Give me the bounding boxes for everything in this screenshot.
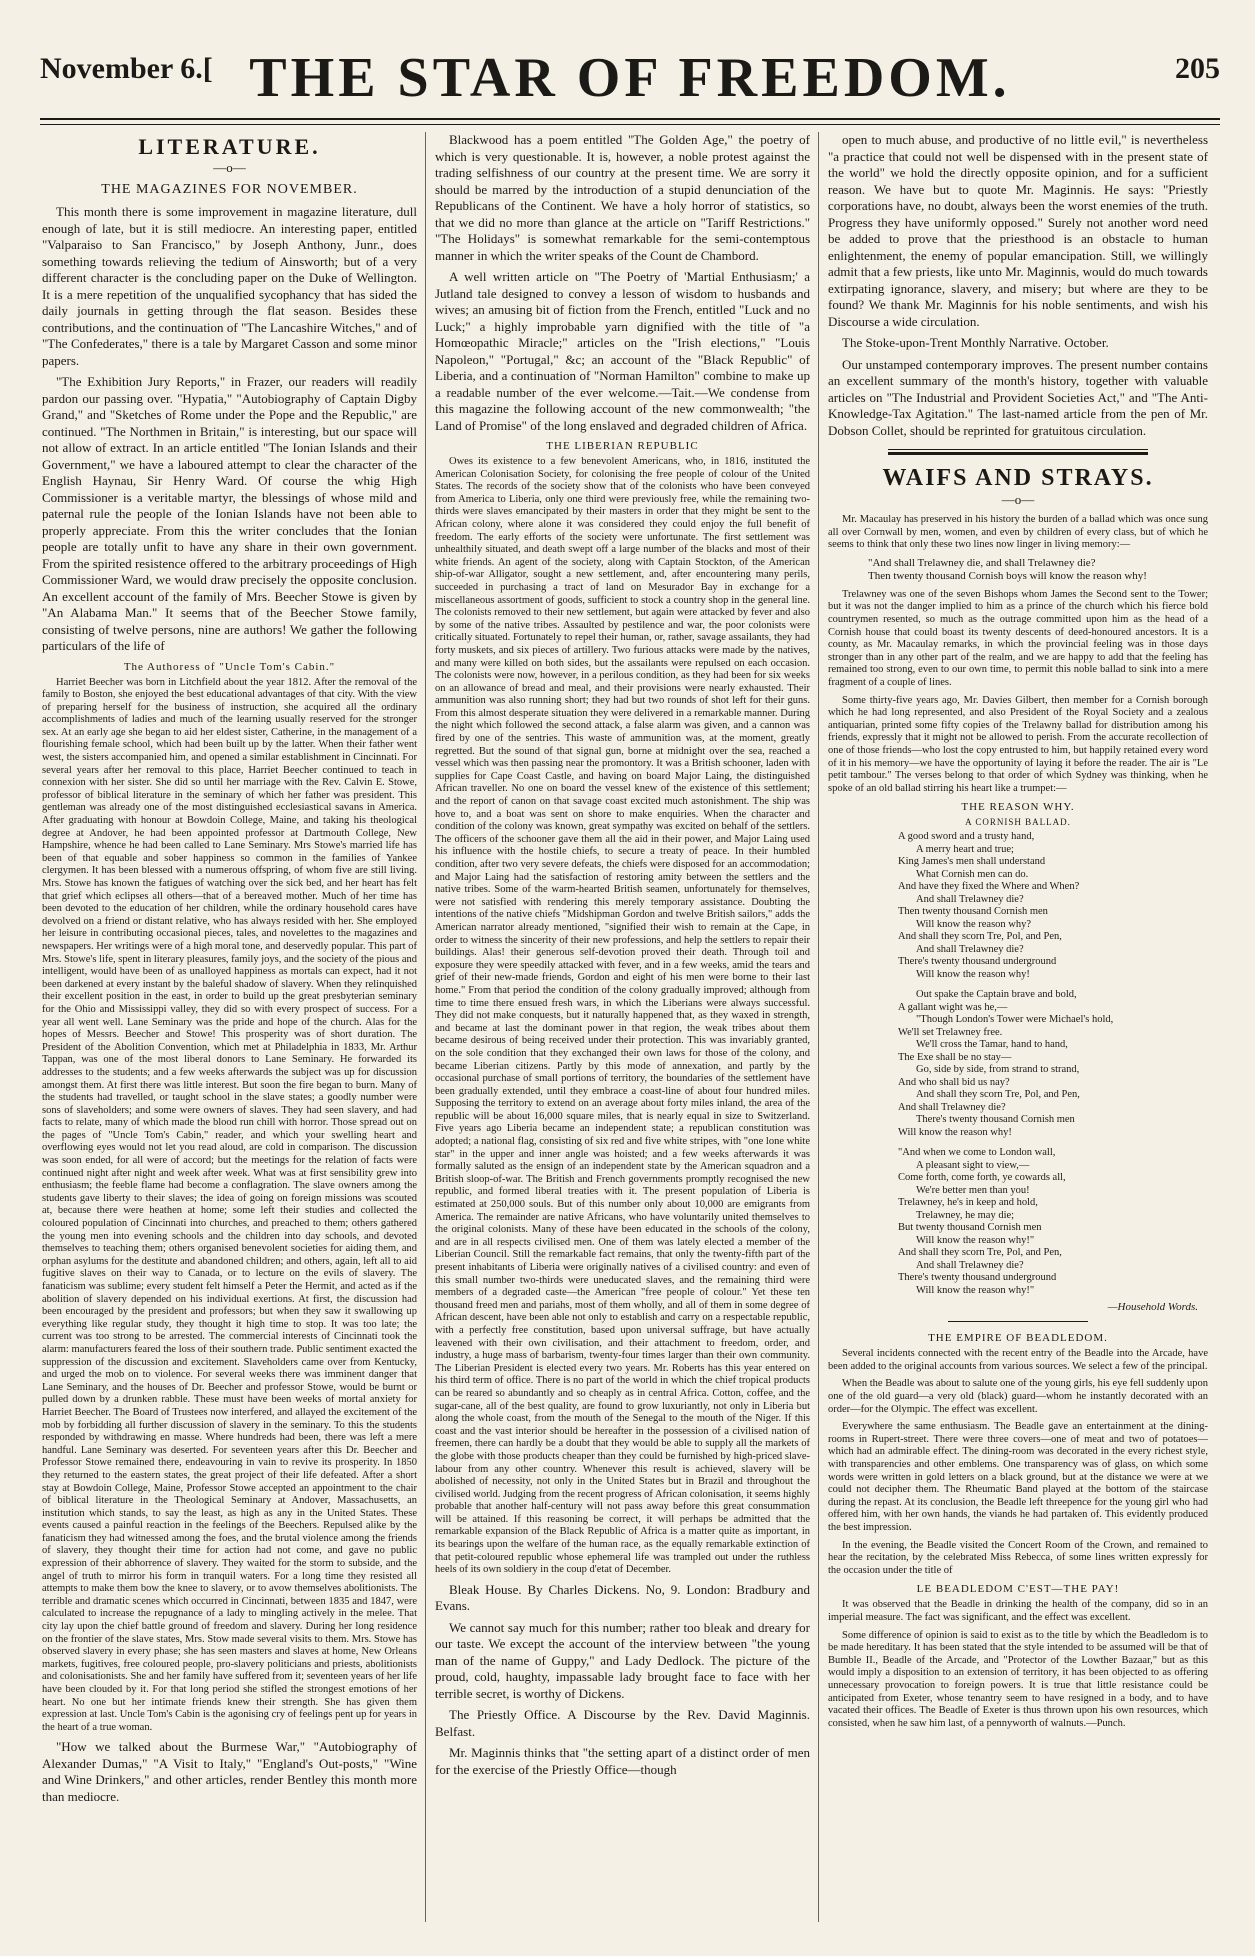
paragraph: It was observed that the Beadle in drinking the health of the company, did so in an imperial measure. The fact was significant, and the effect was excellent. bbox=[828, 1599, 1208, 1623]
ballad-line: A gallant wight was he,— bbox=[898, 1001, 1008, 1013]
ballad-line: A merry heart and true; bbox=[916, 843, 1014, 855]
ballad-line: Out spake the Captain brave and bold, bbox=[916, 989, 1077, 1001]
paragraph: Mr. Maginnis thinks that "the setting apart of a distinct order of men for the exercise of the Priestly Office—though bbox=[435, 1745, 810, 1777]
ballad-line: There's twenty thousand underground bbox=[898, 956, 1057, 968]
paragraph: The Priestly Office. A Discourse by the Rev. David Maginnis. Belfast. bbox=[435, 1707, 810, 1739]
paragraph: Blackwood has a poem entitled "The Golden Age," the poetry of which is very questionable. It is, however, a noble protest against the trading selfishness of our country at the present time. We are sorry it should be marred by the introduction of a stupid denunciation of the Republicans of the Continent. We have a holy horror of statistics, so that we did no more than glance at the article on "Tariff Restrictions." "The Holidays" is somewhat remarkable for the semi-contemptous manner in which the writer speaks of the Count de Chambord. bbox=[435, 132, 810, 263]
masthead-rule-thin bbox=[40, 124, 1220, 125]
ballad-line: And shall they scorn Tre, Pol, and Pen, bbox=[916, 1089, 1080, 1101]
ballad-line: And shall Trelawney die? bbox=[916, 1259, 1024, 1271]
ballad-line: A good sword and a trusty hand, bbox=[898, 831, 1035, 843]
ballad-title: THE REASON WHY. bbox=[961, 801, 1075, 814]
section-divider: —o— bbox=[1001, 492, 1035, 507]
quote-line: Then twenty thousand Cornish boys will know the reason why! bbox=[868, 569, 1147, 582]
paragraph: Several incidents connected with the recent entry of the Beadle into the Arcade, have been added to the original accounts from various sources. We select a few of the principal. bbox=[828, 1348, 1208, 1372]
section-divider: —o— bbox=[213, 160, 246, 175]
ballad-line: A pleasant sight to view,— bbox=[916, 1159, 1030, 1171]
paragraph: Mr. Macaulay has preserved in his history the burden of a ballad which was once sung all over Cornwall by men, women, and even by children of every class, but of which he seems to think that only these two lines now linger in living memory:— bbox=[828, 514, 1208, 551]
paragraph: Some thirty-five years ago, Mr. Davies Gilbert, then member for a Cornish borough which he had long represented, and also President of the Royal Society and a zealous antiquarian, printed some fifty copies of the Trelawny ballad for distribution among his friends, expressly that it might not be allowed to perish. From the accurate recollection of one of those friends—who lost the copy entrusted to him, but happily retained every word of it in his memory—we have the opportunity of laying it before the reader. The air is "Le petit tambour." The verses belong to that order of which Sydney was thinking, when he spoke of an old ballad stirring his heart like a trumpet:— bbox=[828, 694, 1208, 794]
paragraph: open to much abuse, and productive of no little evil," is nevertheless "a practice that could not well be dispensed with in the present state of the world" we hold the directly opposite opinion, and for a sufficient reason. We have but to quote Mr. Maginnis. He says: "Priestly corporations have, no doubt, always been the worst enemies of the truth. Progress they have uniformly opposed." Surely not another word need be added to prove that the priesthood is an obstacle to human enlightenment, the enemy of popular emancipation. Still, we willingly admit that a few priests, like unto Mr. Maginnis, would do much towards extirpating ignorance, slavery, and misery; but where are they to be found? We thank Mr. Maginnis for his noble sentiments, and wish his Discourse a wide circulation. bbox=[828, 132, 1208, 329]
section-rule bbox=[948, 1321, 1088, 1322]
paragraph: Bleak House. By Charles Dickens. No, 9. London: Bradbury and Evans. bbox=[435, 1581, 810, 1614]
page-number: 205 bbox=[1175, 52, 1220, 85]
ballad-line: Then twenty thousand Cornish men bbox=[898, 906, 1048, 918]
ballad-line: And who shall bid us nay? bbox=[898, 1076, 1010, 1088]
ballad-line: Trelawney, he's in keep and hold, bbox=[898, 1197, 1038, 1209]
ballad-line: There's twenty thousand Cornish men bbox=[916, 1114, 1075, 1126]
paragraph: Our unstamped contemporary improves. The present number contains an excellent summary of the month's history, together with valuable articles on "The Industrial and Provident Societies Act," and "The Anti-Knowledge-Tax Agitation." The last-named article from the pen of Mr. Dobson Collet, should be reprinted for gratuitous circulation. bbox=[828, 356, 1208, 438]
paragraph: Some difference of opinion is said to exist as to the title by which the Beadledom is to be made hereditary. It has been stated that the style intended to be assumed will be that of Bumble II., Beadle of the Arcade, and "Protector of the Lowther Bazaar," but as this would imply a disposition to an extension of territory, it has been objected to as offering unnecessary provocation to foreign powers. It is true that little resistance could be anticipated from Exeter, whose tenantry seem to have resigned in a body, and to have vacated their offices. The Beadle of Exeter is thus thrown upon his own resources, which consisted, when he saw him last, of a pennyworth of walnuts.—Punch. bbox=[828, 1629, 1208, 1729]
ballad-line: We'll set Trelawney free. bbox=[898, 1026, 1003, 1038]
paragraph: Everywhere the same enthusiasm. The Beadle gave an entertainment at the dining-rooms in Rupert-street. There were three covers—one of meat and two of potatoes—which had an admirable effect. The dining-room was decorated in the every richest style, with transparencies and other emblems. One transparency was of glass, on which some words were written in gold letters on a black ground, but at the distance we were at we could not decipher them. The Rheumatic Band played at the bottom of the staircase during the repast. At its conclusion, the Beadle left threepence for the young girl who had offered him, with her own hands, the viands he had partaken of. This evidently produced the best impression. bbox=[828, 1421, 1208, 1533]
paragraph: A well written article on "The Poetry of 'Martial Enthusiasm;' a Jutland tale designed to convey a lesson of wisdom to husbands and wives; an amusing bit of fiction from the French, entitled "Luck and no Luck;" a highly improbable yarn dignified with the title of "a Homœopathic Miracle;" articles on the "Irish elections," "Louis Napoleon," "Portugal," &c; an account of the "Black Republic" of Liberia, and a continuation of "Norman Hamilton" combine to make up a readable number of the ever welcome.—Tait.—We condense from this magazine the following account of the new commonwealth; "the Land of Promise" of the long enslaved and degraded children of Africa. bbox=[435, 269, 810, 433]
ballad-line: The Exe shall be no stay— bbox=[898, 1051, 1012, 1063]
subheading-liberian-republic: THE LIBERIAN REPUBLIC bbox=[546, 440, 699, 452]
ballad-subtitle: A CORNISH BALLAD. bbox=[965, 817, 1071, 828]
issue-date: November 6.[ bbox=[40, 52, 213, 85]
ballad-line: And have they fixed the Where and When? bbox=[898, 881, 1080, 893]
ballad-line: And shall they scorn Tre, Pol, and Pen, bbox=[898, 931, 1062, 943]
ballad-line: We're better men than you! bbox=[916, 1184, 1030, 1196]
subheading-beadledom: THE EMPIRE OF BEADLEDOM. bbox=[928, 1332, 1108, 1345]
paragraph: The Stoke-upon-Trent Monthly Narrative. October. bbox=[842, 335, 1109, 350]
column-divider bbox=[818, 132, 819, 1922]
paragraph: Trelawney was one of the seven Bishops whom James the Second sent to the Tower; but it was not the danger implied to him as a prince of the church which his fierce bold countrymen resented, so much as the outrage committed upon him as the head of a Cornish house that could boast its twenty descents of deed-honoured ancestors. It is a county, as Mr. Macaulay remarks, in which the provincial feeling was in those days stronger than in any other part of the realm, and we are happy to add that the feeling has remained too strong, even to our own time, to permit this noble ballad to sink into a mere fragment of a couple of lines. bbox=[828, 588, 1208, 688]
ballad-line: And shall Trelawney die? bbox=[916, 893, 1024, 905]
section-rule bbox=[888, 449, 1148, 450]
ballad-line: Will know the reason why! bbox=[898, 1126, 1012, 1138]
section-title-literature: LITERATURE. bbox=[138, 134, 321, 159]
ballad-line: And shall Trelawney die? bbox=[898, 1101, 1006, 1113]
ballad-line: But twenty thousand Cornish men bbox=[898, 1222, 1042, 1234]
article-title-magazines: THE MAGAZINES FOR NOVEMBER. bbox=[101, 182, 358, 197]
ballad-line: Will know the reason why!" bbox=[916, 1284, 1035, 1296]
stanza-break bbox=[898, 1139, 1208, 1147]
ballad-line: Will know the reason why? bbox=[916, 918, 1032, 930]
ballad-line: What Cornish men can do. bbox=[916, 868, 1029, 880]
ballad-line: "And when we come to London wall, bbox=[898, 1147, 1056, 1159]
paragraph: "The Exhibition Jury Reports," in Frazer, our readers will readily pardon our passing over. "Hypatia," "Autobiography of Captain Digby Grand," and "Sketches of Rome under the Pope and the Republic," are continued. "The Northmen in Britain," is interesting, but our space will not allow of extract. In an article entitled "The Ionian Islands and their Government," we have a laboured attempt to clear the character of the English Haynau, Sir Henry Ward. Of course the whig High Commissioner is a veritable martyr, the blessings of whose mild and paternal rule the people of the Ionian Islands have not been able to properly appreciate. From this the writer concludes that the Ionian people are totally unfit to have any share in their own government. From the spirited resistence offered to the arbitrary proceedings of High Commissioner Ward, we would draw precisely the opposite conclusion. An excellent account of the family of Mrs. Beecher Stowe is given by "An Alabama Man." It seems that of the Beecher Stowe family, consisting of twelve persons, nine are authors! We gather the following particulars of the life of bbox=[42, 374, 417, 653]
ballad-line: "Though London's Tower were Michael's hold, bbox=[916, 1014, 1114, 1026]
paragraph: "How we talked about the Burmese War," "Autobiography of Alexander Dumas," "A Visit to Italy," "England's Out-posts," "Wine and Wine Drinkers," and other articles, render Bentley this month more than mediocre. bbox=[42, 1739, 417, 1804]
paragraph: In the evening, the Beadle visited the Concert Room of the Crown, and remained to hear the recitation, by the celebrated Miss Rebecca, of some lines written expressly for the occasion under the title of bbox=[828, 1539, 1208, 1576]
paragraph: We cannot say much for this number; rather too bleak and dreary for our taste. We except the account of the interview between "the young man of the name of Guppy," and Lady Dedlock. The picture of the proud, cold, haughty, impassable lady brought face to face with her terrible secret, is worthy of Dickens. bbox=[435, 1619, 810, 1701]
section-rule-thick bbox=[888, 452, 1148, 455]
ballad-line: And shall they scorn Tre, Pol, and Pen, bbox=[898, 1247, 1062, 1259]
ballad-line: There's twenty thousand underground bbox=[898, 1272, 1057, 1284]
column-2 bbox=[435, 132, 810, 1922]
subheading-stowe: The Authoress of "Uncle Tom's Cabin." bbox=[123, 660, 336, 673]
ballad-quote bbox=[868, 557, 1208, 583]
column-3 bbox=[828, 132, 1208, 1922]
ballad-credit: —Household Words. bbox=[1107, 1301, 1198, 1314]
ballad-line: Will know the reason why! bbox=[916, 968, 1030, 980]
section-title-waifs: WAIFS AND STRAYS. bbox=[882, 465, 1154, 491]
ballad-line: Will know the reason why!" bbox=[916, 1234, 1035, 1246]
paragraph: This month there is some improvement in magazine literature, dull enough of late, but it is still mediocre. An interesting paper, entitled "Valparaiso to San Francisco," by Joseph Anthony, Junr., does something towards relieving the tedium of Ainsworth; but of a very different character is the concluding paper on the Duke of Wellington. It is a mere repetition of the unqualified sycophancy that has sided the daily journals in getting through the flat season. Besides these contributions, and the continuation of "The Lancashire Witches," and of "The Confederates," there is a tale by Margaret Casson and some minor papers. bbox=[42, 204, 417, 368]
ballad-line: Trelawney, he may die; bbox=[916, 1209, 1015, 1221]
newspaper-title: THE STAR OF FREEDOM. bbox=[249, 47, 1011, 109]
ballad-line: Come forth, come forth, ye cowards all, bbox=[898, 1172, 1066, 1184]
column-1 bbox=[42, 132, 417, 1922]
masthead bbox=[40, 40, 1220, 110]
ballad-verses bbox=[898, 831, 1208, 1297]
ballad-line: We'll cross the Tamar, hand to hand, bbox=[916, 1039, 1068, 1051]
ballad-line: And shall Trelawney die? bbox=[916, 943, 1024, 955]
paragraph: When the Beadle was about to salute one of the young girls, his eye fell suddenly upon one of the old guard—a very old (black) guard—whom he instantly decorated with an order—for the Olympic. The effect was excellent. bbox=[828, 1378, 1208, 1415]
lines-title: LE BEADLEDOM C'EST—THE PAY! bbox=[916, 1583, 1120, 1596]
paragraph: Owes its existence to a few benevolent Americans, who, in 1816, instituted the American Colonisation Society, for colonising the free people of colour of the United States. The records of the society show that of the colonists who have been conveyed from America to Liberia, only one third were previously free, while the remaining two-thirds were slaves emancipated by their masters in order that they might be sent to the African colony, where alone it was considered they could enjoy the full benefit of freedom. The early efforts of the society were unfortunate. The first settlement was unhealthily situated, and death swept off a large number of the blacks and most of their white friends. An agent of the society, along with Captain Stockton, of the American ship-of-war Alligator, sought a new settlement, and, after encountering many perils, succeeded in purchasing a tract of land on Mesurador Bay in exchange for a miscellaneous assortment of goods, sufficient to stock a country shop in the general line. The colonists removed to their new settlement, but again were attacked by fever and also by some of the native tribes. Assaulted by pestilence and war, the poor colonists were critically situated. Fortunately to repel their human, or, rather, savage assailants, they had forty muskets, and six pieces of artillery. Two furious attacks were made by the natives, and many were killed on both sides, but the assailants were repulsed on each occasion. The colonists were now, however, in a perilous condition, as they had been for six weeks on an allowance of bread and meal, and their provisions were nearly exhausted. Their ammunition was also running short; they had but two rounds of shot left for their guns. From this almost desperate situation they were delivered in a remarkable manner. During the night which followed the second attack, a false alarm was given, and a cannon was fired by one of the sentries. This waste of ammunition was, at the moment, greatly regretted. But the sound of that signal gun, borne at midnight over the sea, reached a vessel which was then passing near the promontory. It was a British schooner, laden with supplies for Cape Coast Castle, and having on board Major Laing, the distinguished African traveller. No one on board the vessel knew of the existence of this settlement; and the report of canon on that savage coast excited much astonishment. The ship was hove to, and a boat was sent on shore to make enquiries. When the character and condition of the colony was known, great sympathy was excited on behalf of the settlers. The officers of the schooner gave them all the aid in their power, and Major Laing used his influence with the hostile chiefs, to secure a treaty of peace. In their humbled condition, after two very severe defeats, the chiefs were disposed for an accommodation; and Major Laing had the satisfaction of restoring amity between the settlers and the native tribes. Some of the warm-hearted British seamen, unfortunately for themselves, were not satisfied with rendering this merely temporary assistance. Doubting the intentions of the native chiefs "Midshipman Gordon and twelve British sailors," adds the American narrator already mentioned, "signified their wish to remain at the Cape, in order to witness the sincerity of their new professions, and help the settlers to repair their buildings. Alas! their generous self-devotion proved their death. Through toil and exposure they were speedily attacked with fever, and in a few weeks, amid the tears and grief of their new-made friends, Gordon and eight of his men were borne to their last home." From that period the condition of the colony gradually improved; although from time to time there ensued fresh wars, in which the Liberians were always successful. They did not make conquests, but it naturally happened that, as they waxed in strength, and became at last the dominant power in that region, the weak tribes about them became desirous of being received under their protection. This was invariably granted, on the sole condition that they exchanged their own laws for those of the colony, and became Liberian citizens. Partly by this mode of annexation, and partly by the occasional purchase of small portions of territory, the boundaries of the settlement have been gradually extended, until they embrace a coast-line of about four hundred miles. Supposing the territory to extend on an average about forty miles inland, the area of the republic will be about 16,000 square miles, that is nearly equal in size to Switzerland. Five years ago Liberia became an independent state; a republican constitution was adopted; a national flag, consisting of six red and five white stripes, with "one lone white star" in the upper and inner angle was hoisted; and a few weeks afterwards it was formally saluted as the ensign of an independent state by the American squadron and a British sloop-of-war. The British and French governments promptly recognised the new republic, and formed liberal treaties with it. The present population of Liberia is estimated at 250,000 souls. But of this number only about 10,000 are emigrants from America. The remainder are native Africans, who have voluntarily united themselves to the original colonists. Many of these have been educated in the schools of the colony, and are in all respects civilised men. One of them was lately elected a member of the Liberian Council. Still the remarkable fact remains, that only the twenty-fifth part of the present inhabitants of Liberia were originally natives of a civilised country: and even of this small number two-thirds were uneducated slaves, and the remaining third were members of a degraded caste—the American "free people of colour." Yet these ten thousand freed men and pariahs, most of them wholly, and all of them in some degree of African descent, have been able not only to establish and carry on a respectable republic, with a perfectly free constitution, based upon universal suffrage, but have actually leavened with their own civilisation, and their attachment to freedom, order, and industry, a huge mass of barbarism, twenty-four times larger than their own community. The Liberian President is elected every two years. Mr. Roberts has this year entered on his third term of office. There is no part of the world in which the chief tropical products can be reared so abundantly and so cheaply as in central Africa. Cotton, coffee, and the sugar-cane, all of the best quality, are found to grow luxuriantly, not only in Liberia but along the whole coast, from the mouth of the Senegal to the mouth of the Niger. If this coast and the vast interior should be hereafter in the possession of a civilised nation of freemen, there can hardly be a doubt that they would be able to supply all the markets of the globe with those products cheaper than they could be furnished by high-priced slave-labour from any other country. Whenever this result is achieved, slavery will be abolished of necessity, not only in the United States but in Brazil and throughout the civilised world. Judging from the recent progress of African colonisation, it seems highly probable that another half-century will not pass away before this great consummation will be attained. If this reasoning be correct, it will perhaps be admitted that the remarkable expansion of the Black Republic of Africa is a matter quite as important, in its bearings upon the welfare of the human race, as the equally remarkable extinction of that petit-coloured republic whose ephemeral life was trampled out under the ruthless heels of its own soldiery in the coup d'etat of December. bbox=[435, 456, 810, 1576]
masthead-rule bbox=[40, 118, 1220, 120]
column-divider bbox=[425, 132, 426, 1922]
paragraph: Harriet Beecher was born in Litchfield about the year 1812. After the removal of the family to Boston, she enjoyed the best educational advantages of that city. With the view of preparing herself for the business of instruction, she acquired all the ordinary accomplishments of ladies and much of the learning usually reserved for the stronger sex. At an early age she began to aid her eldest sister, Catherine, in the management of a flourishing female school, which had been built up by the latter. When their father went west, the sisters accompanied him, and opened a similar establishment in Cincinnati. For several years after her removal to this place, Harriet Beecher continued to teach in connexion with her sister. She did so until her marriage with the Rev. Calvin E. Stowe, professor of biblical literature in the seminary of which her father was president. This gentleman was already one of the most distinguished ecclesiastical savans in America. After graduating with honour at Bowdoin College, Maine, and taking his theological degree at Andover, he had been appointed professor at Dartmouth College, New Hampshire, whence he had been called to Lane Seminary. Mrs Stowe's married life has been of that equable and sober happiness so common in the families of Yankee clergymen. It has been blessed with a numerous offspring, of whom five are still living. Mrs. Stowe has known the fatigues of watching over the sick bed, and her heart has felt that grief which eclipses all others—that of a bereaved mother. Much of her time has been devoted to the education of her children, while the ordinary household cares have devolved on a friend or distant relative, who has always resided with her. She employed her leisure in contributing occasional pieces, tales, and novelettes to the magazines and newspapers. Her writings were of a high moral tone, and deservedly popular. This part of Mrs. Stowe's life, spent in literary pleasures, family joys, and the society of the pious and intelligent, would have been of as unalloyed happiness as mortals can expect, had it not been darkened at every instant by the baleful shadow of slavery. When they relinquished their excellent position in the east, in order to build up the great presbyterian seminary for the Ohio and Mississippi valley, they did so with every prospect of success. For a year all went well. Lane Seminary was the pride and hope of the church. Alas for the hopes of Messrs. Beecher and Stowe! This prosperity was of short duration. The President of the Abolition Convention, which met at Philadelphia in 1833, Mr. Arthur Tappan, was one of the most liberal donors to Lane Seminary. He forwarded its addresses to the students; and a few weeks afterwards the subject was up for discussion amongst them. At first there was little interest. But soon the fire began to burn. Many of the students had travelled, or taught school in the slave states; a goodly number were sons of slaveholders; and some were owners of slaves. They had seen slavery, and had facts to relate, many of which made the blood run chill with horror. Those spread out on the pages of "Uncle Tom's Cabin," reader, and which your swelling heart and overflowing eyes would not let you read aloud, are cold in comparison. The discussion was soon ended, for all were of accord; but the meetings for the relation of facts were continued night after night and week after week. What was at first sensibility grew into enthusiasm; the feeble flame had become a conflagration. The slave owners among the students gave liberty to their slaves; the idea of going on foreign missions was scouted at, because there were heathen at home; some left their studies and collected the coloured population of Cincinnati into churches, and preached to them; others gathered the young men into evening schools and the children into day schools, and devoted themselves to teaching them; others organised benevolent societies for aiding them, and orphan asylums for the destitute and abandoned children; and others, again, left all to aid fugitive slaves on their way to Canada, or to lecture on the evils of slavery. The fanaticism was sublime; every student felt himself a Peter the Hermit, and acted as if the abolition of slavery depended on his individual exertions. At first, the discussion had been encouraged by the president and professors; but when they saw it swallowing up everything like regular study, they thought it high time to stop. It was too late; the current was too strong to be arrested. The commercial interests of Cincinnati took the alarm: manufacturers feared the loss of their southern trade. Public sentiment exacted the suppression of the discussion and excitement. Slaveholders came over from Kentucky, and urged the mob on to violence. For several weeks there was imminent danger that Lane Seminary, and the houses of Dr. Beecher and professor Stowe, would be burnt or pulled down by a drunken rabble. These must have been weeks of mortal anxiety for Harriet Beecher. The Board of Trustees now interfered, and allayed the excitement of the mob by forbidding all further discussion of slavery in the seminary. To this the students responded by withdrawing en masse. Where hundreds had been, there was left a mere handful. Lane Seminary was deserted. For seventeen years after this Dr. Beecher and Professor Stowe remained there, endeavouring in vain to revive its prosperity. In 1850 they returned to the eastern states, the great project of their life defeated. After a short stay at Bowdoin College, Maine, Professor Stowe accepted an appointment to the chair of biblical literature in the Theological Seminary at Andover, Massachusetts, an institution which stands, to say the least, as high as any in the United States. These events caused a painful reaction in the feelings of the Beechers. Repulsed alike by the fanaticism they had witnessed among the foes, and the brutal violence among the friends of slavery, they thought their time for action had not come, and gave no public expression of their abhorrence of slavery. They waited for the storm to subside, and the angel of truth to mirror his form in tranquil waters. For a long time they resisted all attempts to make them bow the knee to slavery, or to avow themselves abolitionists. The terrible and dramatic scenes which occurred in Cincinnati, between 1835 and 1847, were calculated to increase the repugnance of a lady to mingling actively in the melee. That city lay upon the chief battle ground of freedom and slavery. During her long residence on the frontier of the slave states, Mrs. Stow made several visits to them. Mrs. Stowe has observed slavery in every phase; she has seen masters and slaves at home, New Orleans markets, fugitives, free coloured people, pro-slavery politicians and priests, abolitionists and colonisationists. She and her family have suffered from it; seventeen years of her life have been clouded by it. For that long period she stifled the strongest emotions of her heart. No one but her intimate friends knew their strength. She has given them expression at last. Uncle Tom's Cabin is the agonising cry of feelings pent up for years in the heart of a true woman. bbox=[42, 676, 417, 1733]
quote-line: "And shall Trelawney die, and shall Trelawney die? bbox=[868, 556, 1096, 569]
stanza-break bbox=[898, 981, 1208, 989]
ballad-line: Go, side by side, from strand to strand, bbox=[916, 1064, 1080, 1076]
ballad-line: King James's men shall understand bbox=[898, 856, 1046, 868]
